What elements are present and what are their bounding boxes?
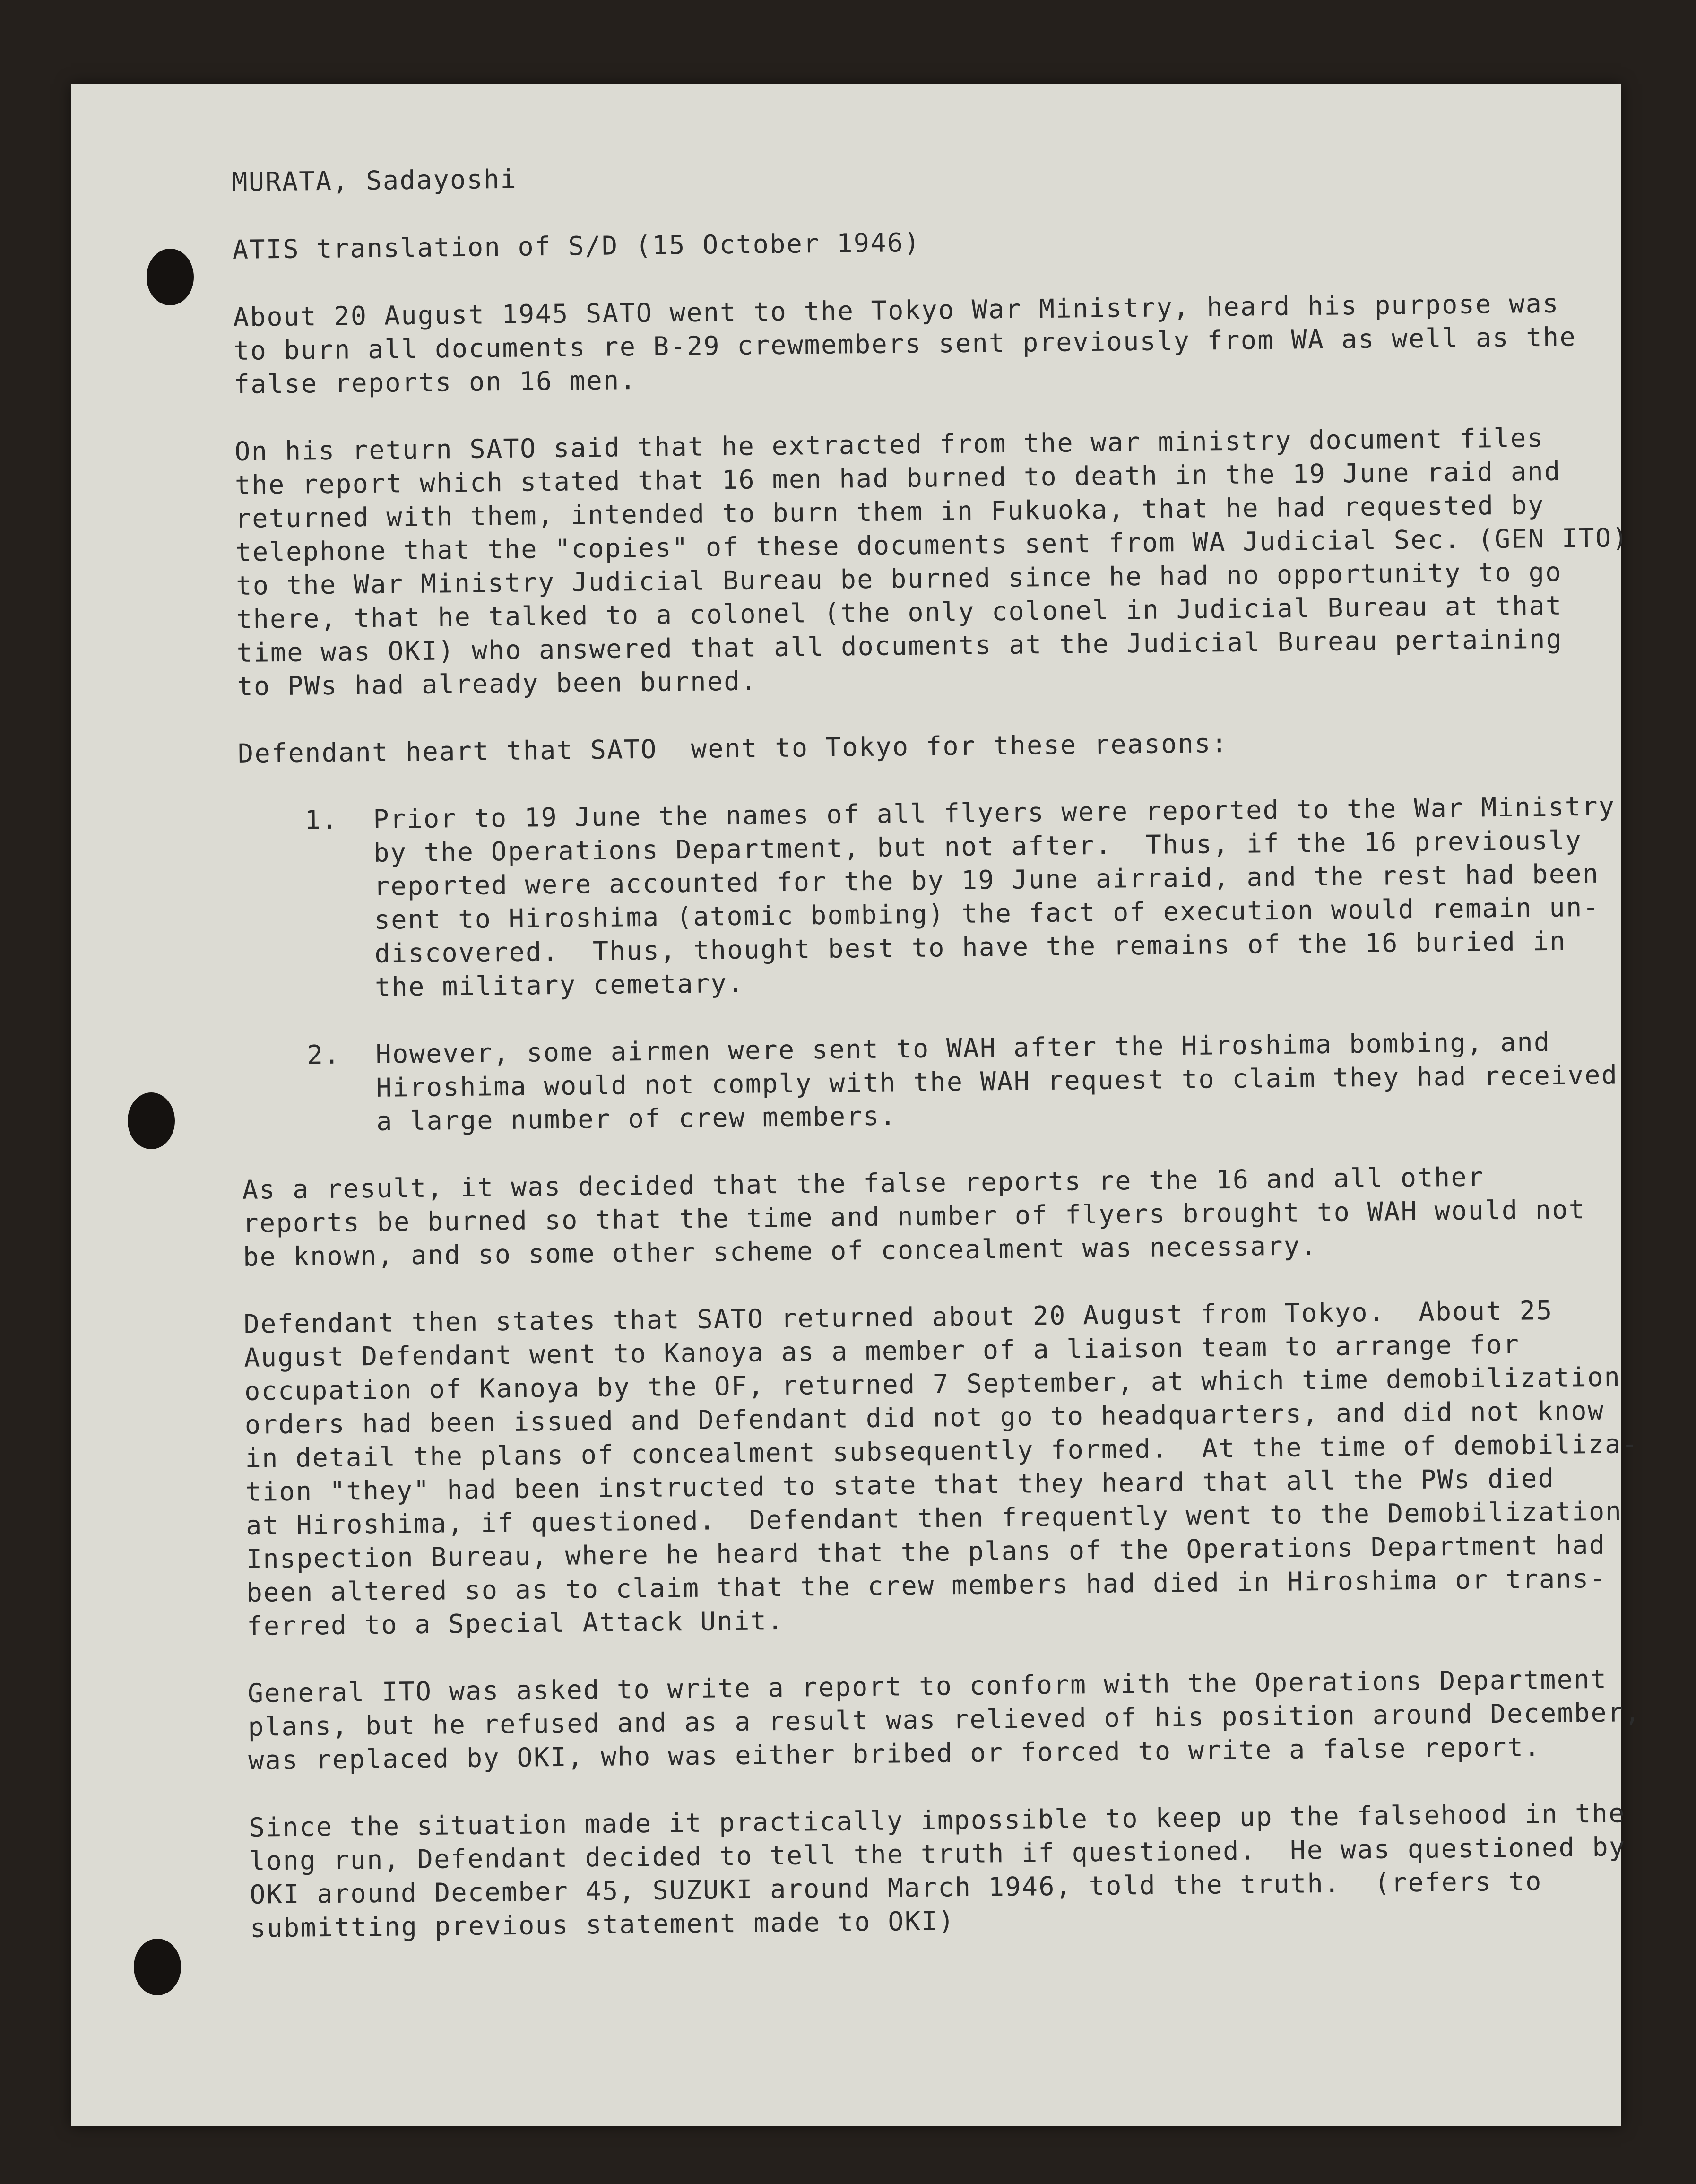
typed-text	[232, 151, 1642, 1979]
text-line: Hiroshima would not comply with the WAH request to claim they had received	[376, 1059, 1618, 1103]
text-line: to PWs had already been burned.	[237, 666, 758, 702]
text-line: telephone that the "copies" of these documents sent from WA Judicial Sec. (GEN ITO)	[235, 522, 1629, 567]
text-line: to burn all documents re B-29 crewmembers sent previously from WA as well as the	[233, 321, 1577, 366]
paragraphs-after-list	[242, 1159, 1642, 1945]
text-line: ferred to a Special Attack Unit.	[247, 1605, 785, 1641]
text-line: plans, but he refused and as a result was relieved of his position around December,	[248, 1697, 1642, 1742]
text-line: reported were accounted for the by 19 June airraid, and the rest had been	[373, 858, 1600, 901]
subject-name: MURATA, Sadayoshi	[232, 164, 518, 197]
text-line: discovered. Thus, thought best to have the remains of the 16 buried in	[374, 926, 1567, 969]
text-line: was replaced by OKI, who was either bribed or forced to write a false report.	[248, 1732, 1541, 1776]
list-item-number: 1.	[304, 804, 338, 835]
text-line: About 20 August 1945 SATO went to the Tokyo War Ministry, heard his purpose was	[233, 288, 1560, 332]
text-line: orders had been issued and Defendant did not go to headquarters, and did not know	[244, 1395, 1605, 1440]
text-line: On his return SATO said that he extracted from the war ministry document files	[234, 422, 1544, 467]
text-line: However, some airmen were sent to WAH after the Hiroshima bombing, and	[375, 1026, 1551, 1069]
list-item	[238, 790, 1616, 1005]
document-title: ATIS translation of S/D (15 October 1946)	[232, 227, 921, 265]
text-line: there, that he talked to a colonel (the only colonel in Judicial Bureau at that	[236, 590, 1563, 634]
numbered-list	[238, 790, 1618, 1140]
paragraph	[242, 1159, 1614, 1274]
text-line: sent to Hiroshima (atomic bombing) the fact of execution would remain un-	[374, 892, 1600, 935]
text-line: be known, and so some other scheme of concealment was necessary.	[242, 1231, 1318, 1272]
text-line: by the Operations Department, but not after. Thus, if the 16 previously	[373, 825, 1583, 868]
list-item	[241, 1025, 1618, 1140]
paragraph	[238, 723, 1609, 771]
document-page	[71, 84, 1642, 2126]
text-line: long run, Defendant decided to tell the truth if questioned. He was questioned by	[249, 1831, 1626, 1876]
paragraph	[243, 1293, 1639, 1643]
text-line: OKI around December 45, SUZUKI around March 1946, told the truth. (refers to	[249, 1866, 1542, 1910]
paragraphs-before-list	[233, 286, 1629, 771]
text-line: Inspection Bureau, where he heard that the plans of the Operations Department had	[246, 1529, 1606, 1574]
text-line: been altered so as to claim that the crew members had died in Hiroshima or trans-	[246, 1563, 1607, 1608]
paragraph	[233, 286, 1605, 401]
text-line: to the War Ministry Judicial Bureau be burned since he had no opportunity to go	[235, 556, 1563, 601]
text-line: As a result, it was decided that the false reports re the 16 and all other	[242, 1161, 1485, 1205]
text-line: tion "they" had been instructed to state that they heard that all the PWs died	[245, 1463, 1555, 1507]
text-line: in detail the plans of concealment subsequently formed. At the time of demobiliza-	[245, 1428, 1639, 1473]
text-line: the report which stated that 16 men had burned to death in the 19 June raid and	[234, 456, 1561, 500]
text-line: Defendant heart that SATO went to Tokyo for these reasons:	[237, 728, 1229, 769]
text-line: Defendant then states that SATO returned about 20 August from Tokyo. About 25	[243, 1295, 1553, 1339]
paragraph	[234, 421, 1629, 703]
text-line: the military cemetary.	[374, 968, 744, 1002]
text-line: reports be burned so that the time and number of flyers brought to WAH would not	[242, 1194, 1586, 1239]
text-line: August Defendant went to Kanoya as a member of a liaison team to arrange for	[244, 1329, 1520, 1373]
text-line: submitting previous statement made to OKI)	[250, 1906, 955, 1943]
text-line: Since the situation made it practically impossible to keep up the falsehood in the	[249, 1798, 1626, 1843]
text-line: time was OKI) who answered that all documents at the Judicial Bureau pertaining	[236, 624, 1563, 668]
text-line: Prior to 19 June the names of all flyers were reported to the War Ministry	[373, 791, 1616, 834]
list-item-number: 2.	[307, 1039, 341, 1070]
paragraph	[247, 1662, 1642, 1777]
text-line: returned with them, intended to burn them in Fukuoka, that he had requested by	[235, 489, 1545, 534]
text-line: occupation of Kanoya by the OF, returned 7 September, at which time demobilization	[244, 1361, 1621, 1406]
text-line: false reports on 16 men.	[234, 365, 637, 399]
text-line: General ITO was asked to write a report to conform with the Operations Department	[247, 1664, 1608, 1708]
punch-hole	[147, 249, 194, 305]
text-line: at Hiroshima, if questioned. Defendant then frequently went to the Demobilization	[245, 1496, 1623, 1541]
punch-hole	[134, 1939, 181, 1995]
punch-hole	[128, 1092, 175, 1149]
paragraph	[249, 1796, 1626, 1945]
text-line: a large number of crew members.	[376, 1101, 897, 1136]
